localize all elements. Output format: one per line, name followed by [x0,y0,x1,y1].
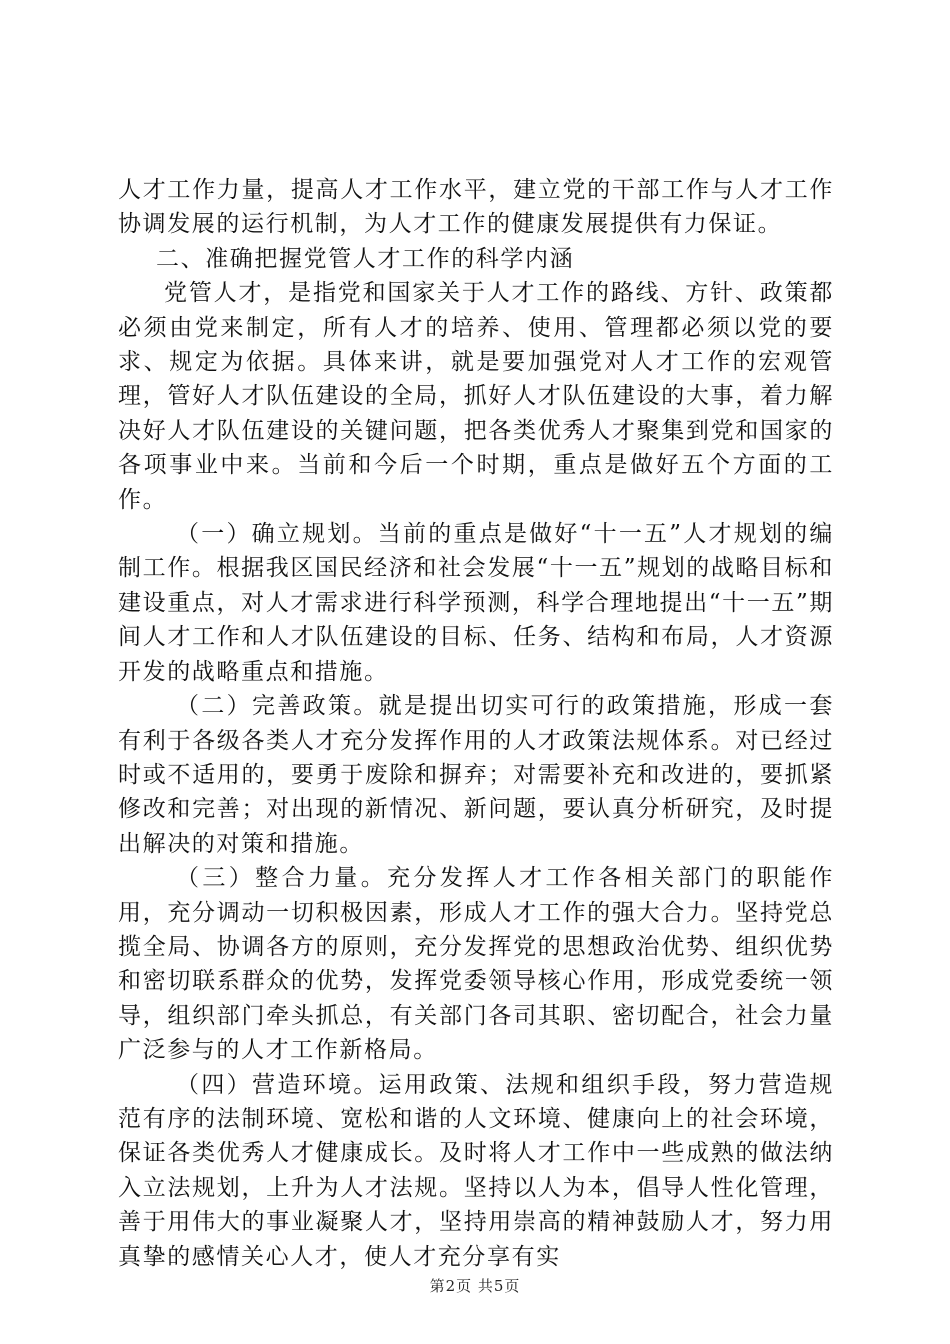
paragraph-definition: 党管人才，是指党和国家关于人才工作的路线、方针、政策都必须由党来制定，所有人才的培养、使用、管理都必须以党的要求、规定为依据。具体来讲，就是要加强党对人才工作的宏观管理，管好人才队伍建设的全局，抓好人才队伍建设的大事，着力解决好人才队伍建设的关键问题，把各类优秀人才聚集到党和国家的各项事业中来。当前和今后一个时期，重点是做好五个方面的工作。 [118,280,834,513]
paragraph-item-3: （三）整合力量。充分发挥人才工作各相关部门的职能作用，充分调动一切积极因素，形成人才工作的强大合力。坚持党总揽全局、协调各方的原则，充分发挥党的思想政治优势、组织优势和密切联系群众的优势，发挥党委领导核心作用，形成党委统一领导，组织部门牵头抓总，有关部门各司其职、密切配合，社会力量广泛参与的人才工作新格局。 [118,865,834,1064]
page-footer: 第2页 共5页 [429,1277,521,1295]
section-heading: 二、准确把握党管人才工作的科学内涵 [156,245,575,272]
paragraph-continuation: 人才工作力量，提高人才工作水平，建立党的干部工作与人才工作协调发展的运行机制，为人才工作的健康发展提供有力保证。 [118,177,834,238]
document-body [118,173,834,1274]
paragraph-item-1: （一）确立规划。当前的重点是做好“十一五”人才规划的编制工作。根据我区国民经济和社会发展“十一五”规划的战略目标和建设重点，对人才需求进行科学预测，科学合理地提出“十一五”期间人才工作和人才队伍建设的目标、任务、结构和布局，人才资源开发的战略重点和措施。 [118,521,834,685]
paragraph-item-2: （二）完善政策。就是提出切实可行的政策措施，形成一套有利于各级各类人才充分发挥作用的人才政策法规体系。对已经过时或不适用的，要勇于废除和摒弃；对需要补充和改进的，要抓紧修改和完善；对出现的新情况、新问题，要认真分析研究，及时提出解决的对策和措施。 [118,693,834,857]
paragraph-item-4: （四）营造环境。运用政策、法规和组织手段，努力营造规范有序的法制环境、宽松和谐的人文环境、健康向上的社会环境，保证各类优秀人才健康成长。及时将人才工作中一些成熟的做法纳入立法规划，上升为人才法规。坚持以人为本，倡导人性化管理，善于用伟大的事业凝聚人才，坚持用崇高的精神鼓励人才，努力用真挚的感情关心人才，使人才充分享有实 [118,1071,834,1270]
